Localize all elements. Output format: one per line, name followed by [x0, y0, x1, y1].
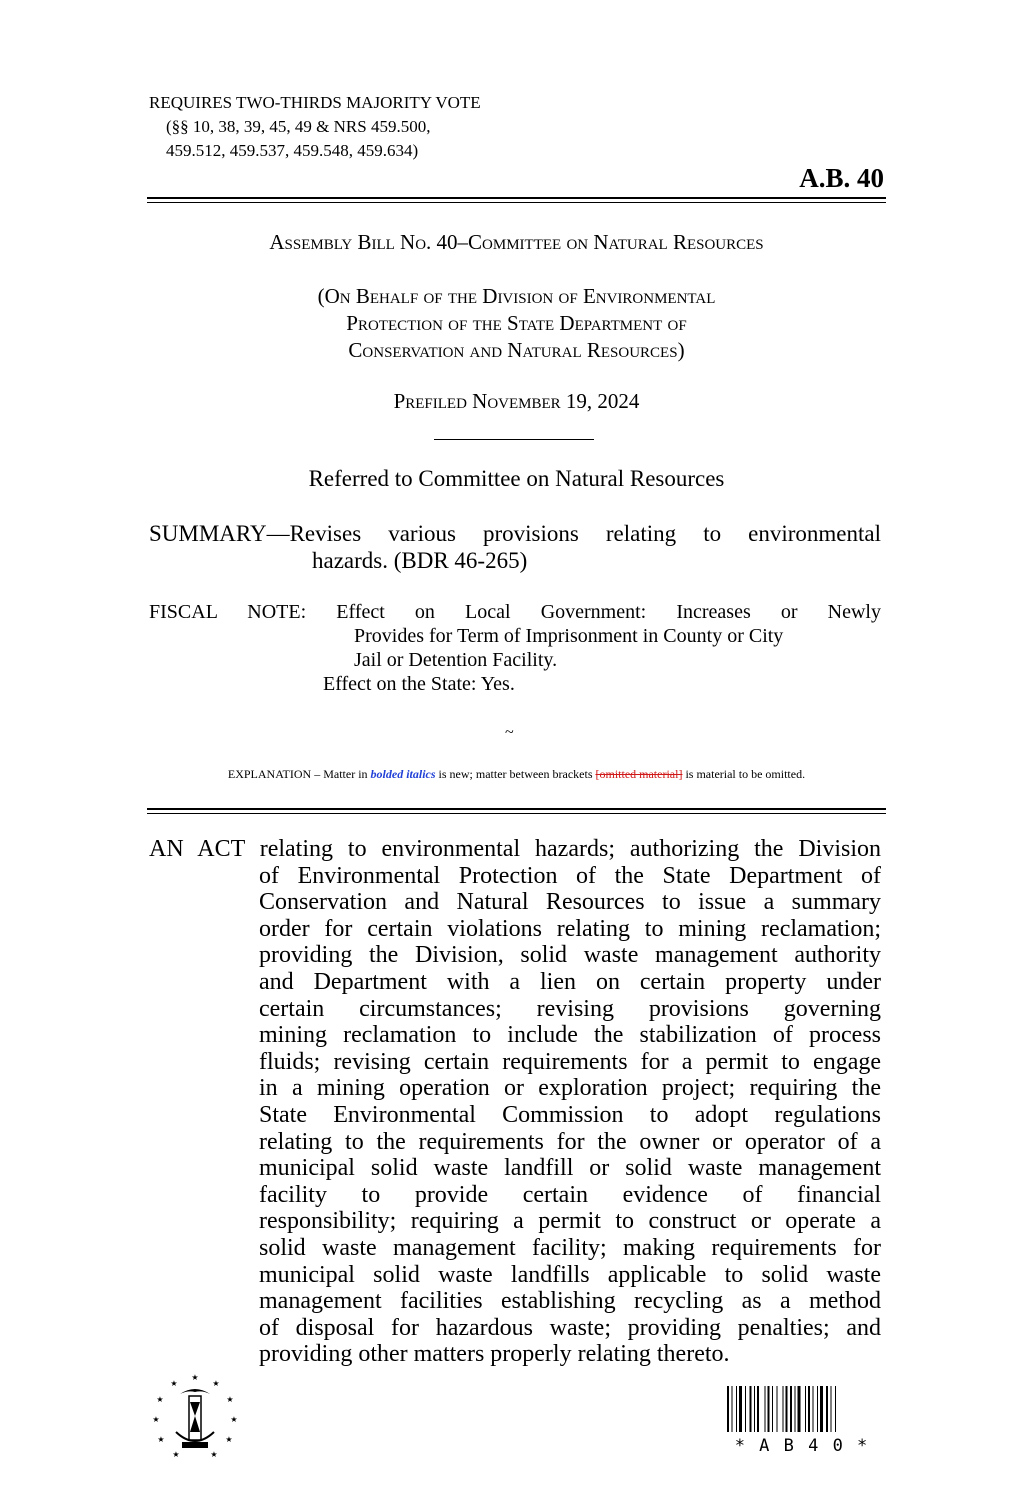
explanation-prefix: EXPLANATION – Matter in: [227, 767, 371, 781]
act-line: responsibility; requiring a permit to construct or operate a: [259, 1208, 881, 1235]
barcode-bar: [768, 1386, 770, 1432]
barcode-bar: [817, 1386, 818, 1432]
explanation-suffix: is material to be omitted.: [682, 767, 806, 781]
barcode-text: * A B 4 0 *: [734, 1436, 870, 1456]
barcode-bar: [777, 1386, 778, 1432]
barcode-bar: [732, 1386, 733, 1432]
act-line: municipal solid waste landfills applicable to solid waste: [259, 1261, 881, 1288]
fiscal-note: [149, 600, 881, 696]
svg-text:★: ★: [156, 1395, 164, 1404]
barcode-bar: [826, 1386, 828, 1432]
fiscal-line-3: Jail or Detention Facility.: [354, 649, 558, 671]
vote-requirement-block: [149, 91, 481, 163]
svg-text:★: ★: [226, 1395, 234, 1404]
bill-title: Assembly Bill No. 40–Committee on Natural Resources: [269, 230, 764, 254]
barcode-bar: [831, 1386, 832, 1432]
fiscal-line-1: FISCAL NOTE: Effect on Local Government: Increases or Newly: [149, 601, 881, 623]
barcode-bar: [795, 1386, 796, 1432]
act-line: providing other matters properly relating thereto.: [259, 1341, 730, 1368]
act-line: in a mining operation or exploration project; requiring the: [259, 1075, 881, 1102]
barcode-bar: [765, 1386, 766, 1432]
svg-text:★: ★: [225, 1435, 233, 1444]
fiscal-line-2: Provides for Term of Imprisonment in County or City: [354, 625, 784, 647]
barcode-bar: [745, 1386, 746, 1432]
act-line: certain circumstances; revising provisions governing: [259, 995, 881, 1022]
summary-line-2: hazards. (BDR 46-265): [312, 548, 528, 573]
svg-text:★: ★: [152, 1415, 160, 1424]
barcode-bar: [835, 1386, 836, 1432]
tilde-separator: ~: [505, 724, 514, 741]
explanation-middle: is new; matter between brackets: [435, 767, 596, 781]
act-line: order for certain violations relating to mining reclamation;: [259, 915, 881, 942]
barcode: [727, 1386, 877, 1432]
bill-number: A.B. 40: [799, 163, 884, 193]
svg-text:★: ★: [230, 1415, 238, 1424]
svg-text:★: ★: [157, 1435, 165, 1444]
prefiled-date: Prefiled November 19, 2024: [393, 389, 640, 413]
barcode-bar: [754, 1386, 755, 1432]
state-seal-icon: [150, 1372, 240, 1462]
behalf-line-3: Conservation and Natural Resources): [348, 338, 685, 362]
explanation: [147, 767, 886, 782]
top-double-rule: [147, 197, 886, 199]
act-line: Conservation and Natural Resources to issue a summary: [259, 889, 881, 916]
barcode-bar: [790, 1386, 792, 1432]
barcode-bar: [750, 1386, 752, 1432]
behalf-line-2: Protection of the State Department of: [346, 311, 687, 335]
act-line: facility to provide certain evidence of financial: [259, 1181, 881, 1208]
act-line: AN ACT relating to environmental hazards; authorizing the Division: [149, 836, 881, 862]
act-line: of disposal for hazardous waste; providing penalties; and: [259, 1314, 881, 1341]
barcode-bar: [805, 1386, 806, 1432]
summary: [149, 520, 881, 574]
sections-line-2: 459.512, 459.537, 459.548, 459.634): [166, 141, 419, 160]
explanation-omitted: [omitted material]: [595, 767, 683, 781]
on-behalf-block: [147, 283, 886, 364]
barcode-bar: [820, 1386, 823, 1432]
svg-text:★: ★: [172, 1450, 180, 1459]
act-line: relating to the requirements for the owner or operator of a: [259, 1128, 881, 1155]
barcode-bar: [739, 1386, 742, 1432]
barcode-bar: [808, 1386, 810, 1432]
act-line: of Environmental Protection of the State Department of: [259, 862, 881, 889]
fiscal-line-4: Effect on the State: Yes.: [323, 673, 515, 695]
short-divider: [434, 439, 594, 440]
barcode-bar: [736, 1386, 737, 1432]
svg-text:★: ★: [191, 1373, 199, 1382]
svg-text:★: ★: [212, 1379, 220, 1388]
barcode-bar: [727, 1386, 729, 1432]
barcode-bar: [798, 1386, 801, 1432]
act-line: State Environmental Commission to adopt regulations: [259, 1101, 881, 1128]
svg-text:★: ★: [170, 1379, 178, 1388]
barcode-bar: [783, 1386, 784, 1432]
explanation-double-rule: [147, 808, 886, 810]
act-line: solid waste management facility; making requirements for: [259, 1234, 881, 1261]
behalf-line-1: (On Behalf of the Division of Environmental: [317, 284, 716, 308]
act-line: mining reclamation to include the stabilization of process: [259, 1022, 881, 1049]
referred-to: Referred to Committee on Natural Resources: [308, 466, 725, 491]
act-line: management facilities establishing recycling as a method: [259, 1288, 881, 1315]
summary-line-1: SUMMARY—Revises various provisions relating to environmental: [149, 521, 881, 546]
vote-requirement: REQUIRES TWO-THIRDS MAJORITY VOTE: [149, 93, 481, 112]
act-line: fluids; revising certain requirements for a permit to engage: [259, 1048, 881, 1075]
act-text: [149, 836, 881, 1368]
svg-text:★: ★: [210, 1450, 218, 1459]
act-line: and Department with a lien on certain property under: [259, 968, 881, 995]
act-line: providing the Division, solid waste management authority: [259, 942, 881, 969]
explanation-bold-italics: bolded italics: [370, 767, 436, 781]
barcode-bar: [813, 1386, 814, 1432]
barcode-bar: [786, 1386, 788, 1432]
barcode-bar: [757, 1386, 759, 1432]
act-line: municipal solid waste landfill or solid waste management: [259, 1155, 881, 1182]
barcode-bar: [772, 1386, 773, 1432]
sections-line-1: (§§ 10, 38, 39, 45, 49 & NRS 459.500,: [166, 117, 431, 136]
